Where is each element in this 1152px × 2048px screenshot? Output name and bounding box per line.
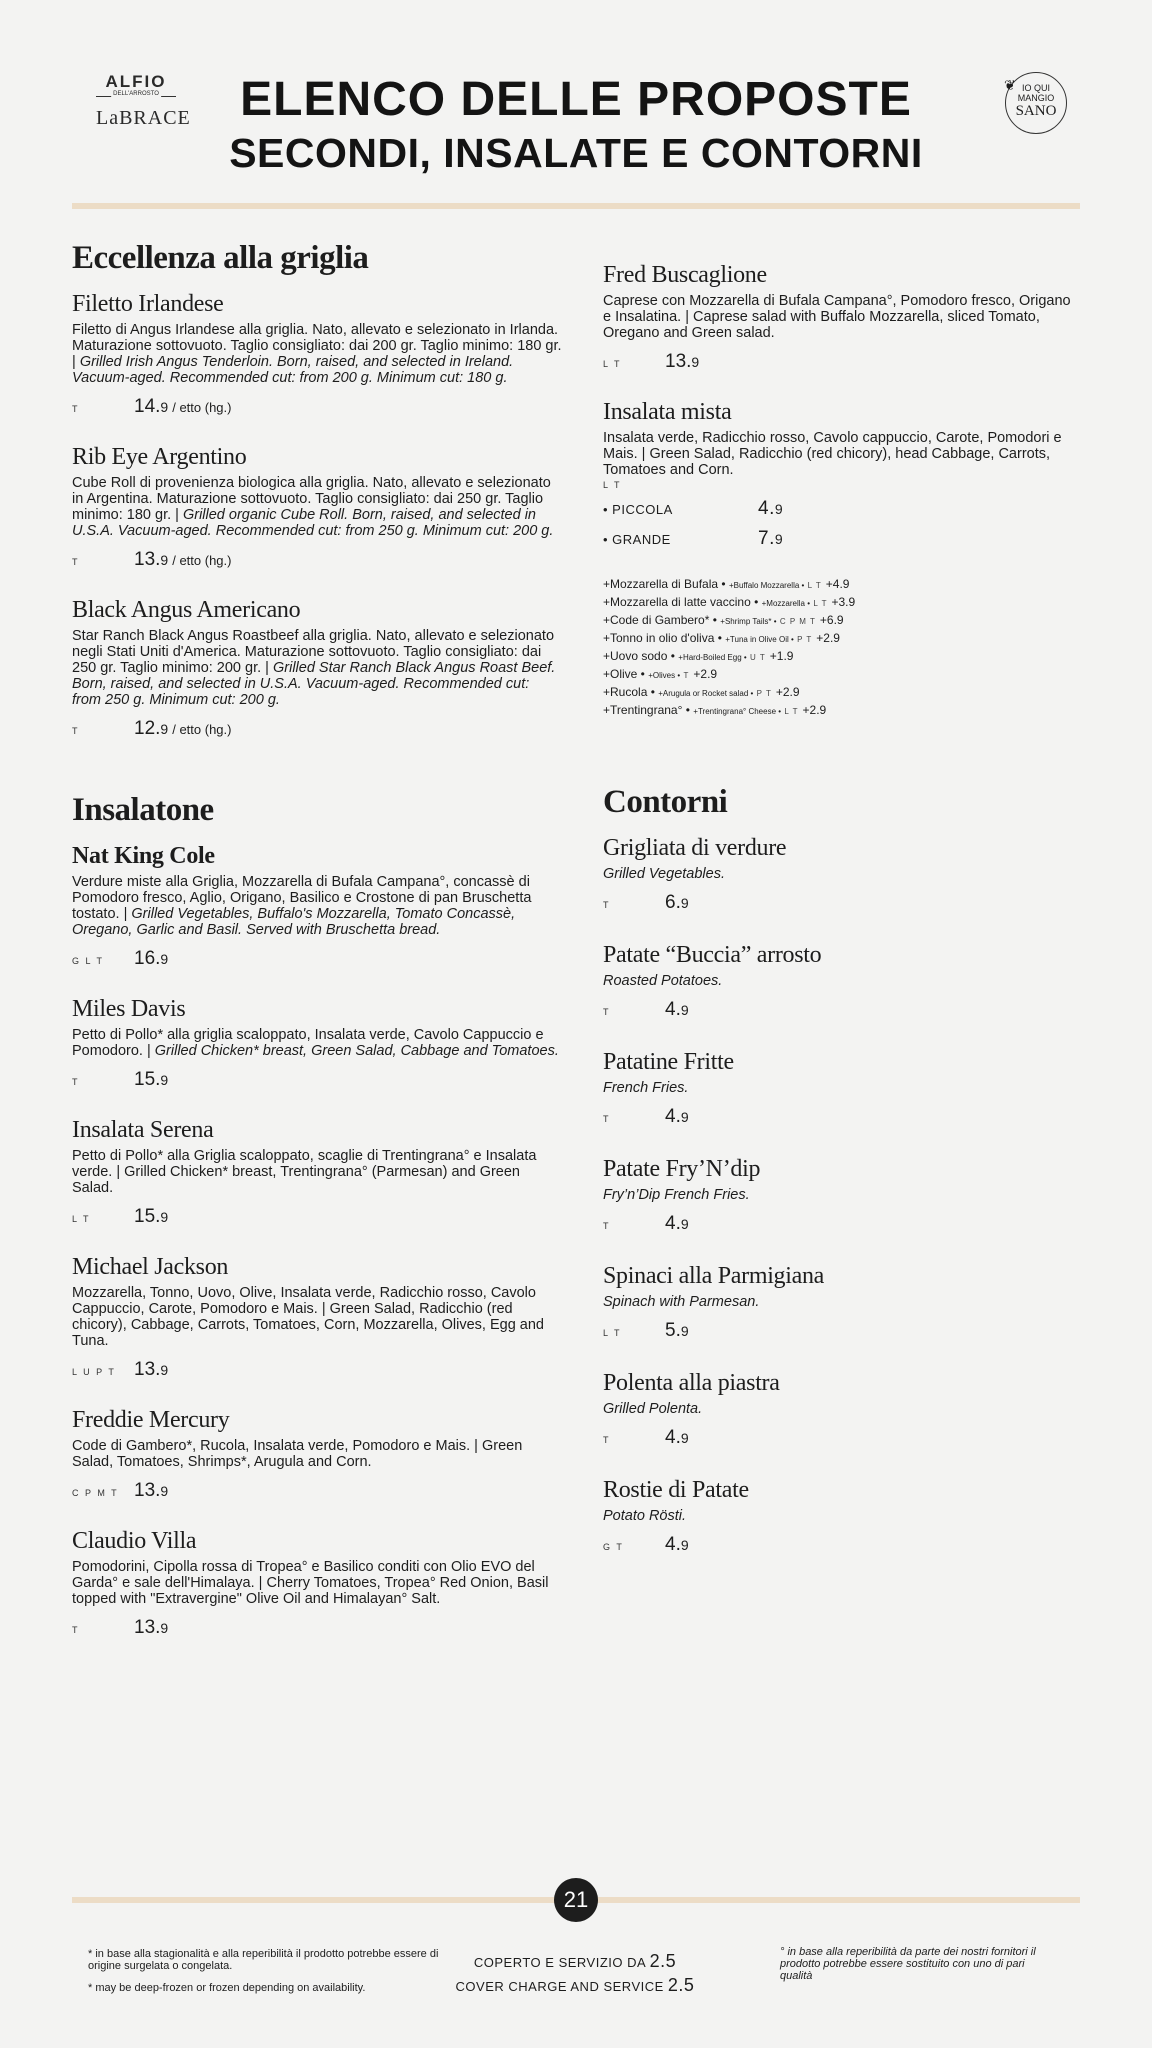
price-decimal: 9 [160, 721, 169, 737]
price-unit: / etto (hg.) [172, 553, 232, 568]
price-integer: 16. [134, 948, 161, 969]
price-decimal: 9 [160, 552, 169, 568]
size-option [603, 528, 1073, 550]
description-en: Grilled Irish Angus Tenderloin. Born, raised, and selected in Ireland. Vacuum-aged. Recommended cut: from 200 g. Minimum cut: 180 g. [72, 354, 514, 386]
section-0 [72, 240, 562, 740]
price-decimal: 9 [680, 1002, 689, 1018]
extra-item [603, 648, 1073, 666]
allergen-codes: G T [603, 1542, 624, 1552]
extra-name-en: +Shrimp Tails* • [720, 617, 777, 626]
extra-name-en: +Mozzarella • [761, 599, 810, 608]
item-price [665, 999, 689, 1021]
side-dish-name: Grigliata di verdure [603, 835, 787, 861]
section-title: Insalatone [72, 792, 214, 828]
side-dish-description: Roasted Potatoes. [603, 973, 723, 989]
extra-name-it: +Tonno in olio d'oliva • [603, 631, 722, 645]
price-line [603, 1534, 1073, 1556]
price-line [72, 948, 562, 970]
price-integer: 4. [665, 1213, 681, 1234]
item-price [134, 396, 231, 418]
size-label: • PICCOLA [603, 502, 673, 517]
price-line [603, 999, 1073, 1021]
price-integer: 14. [134, 396, 161, 417]
extra-name-it: +Olive • [603, 667, 645, 681]
item-price [134, 549, 231, 571]
page-number: 21 [554, 1878, 598, 1922]
side-dish-description: Spinach with Parmesan. [603, 1294, 760, 1310]
price-integer: 4. [665, 999, 681, 1020]
allergen-codes: T [603, 900, 611, 910]
right-column [603, 262, 1073, 1584]
extra-item [603, 702, 1073, 720]
extra-codes: L T [784, 707, 799, 716]
price-integer: 15. [134, 1069, 161, 1090]
menu-item [603, 399, 1073, 550]
menu-item-description: Caprese con Mozzarella di Bufala Campana°, Pomodoro fresco, Origano e Insalatina. | Caprese salad with Buffalo Mozzarella, sliced Tomato, Oregano and Green salad. [603, 293, 1071, 341]
price-decimal: 9 [680, 1109, 689, 1125]
leaf-icon: ❦ [1004, 77, 1016, 93]
price-line [72, 1617, 562, 1639]
side-dish-description: Fry’n’Dip French Fries. [603, 1187, 750, 1203]
allergen-codes: T [603, 1435, 611, 1445]
price-line [72, 1069, 562, 1091]
extra-name-en: +Hard-Boiled Egg • [678, 653, 747, 662]
side-dish-name: Patatine Fritte [603, 1049, 734, 1075]
side-dish-item [603, 835, 1073, 914]
price-decimal: 9 [160, 1620, 169, 1636]
size-price [758, 498, 783, 520]
price-line [603, 1213, 1073, 1235]
price-integer: 4. [665, 1106, 681, 1127]
price-decimal: 9 [160, 1362, 169, 1378]
healthy-badge-logo [1005, 72, 1067, 134]
extra-name-it: +Mozzarella di latte vaccino • [603, 595, 759, 609]
description-it: Petto di Pollo* alla griglia scaloppato, Insalata verde, Cavolo Cappuccio e Pomodoro. | [72, 1027, 544, 1059]
side-dish-description: French Fries. [603, 1080, 689, 1096]
side-dish-item [603, 1156, 1073, 1235]
extra-item [603, 576, 1073, 594]
extra-name-it: +Rucola • [603, 685, 655, 699]
extra-codes: L T [807, 581, 822, 590]
badge-line-1: IO QUI [1021, 83, 1050, 93]
side-dish-item [603, 942, 1073, 1021]
allergen-codes: T [603, 1007, 611, 1017]
extra-item [603, 666, 1073, 684]
menu-item [72, 291, 562, 418]
allergen-codes: L T [603, 359, 622, 369]
item-price [134, 1069, 168, 1091]
item-price [134, 1480, 168, 1502]
side-dish-description: Grilled Polenta. [603, 1401, 703, 1417]
frozen-note-en: * may be deep-frozen or frozen depending on availability. [88, 1982, 366, 1994]
section-title: Eccellenza alla griglia [72, 240, 369, 276]
item-price [134, 948, 168, 970]
description-it: Mozzarella, Tonno, Uovo, Olive, Insalata verde, Radicchio rosso, Cavolo Cappuccio, Carote, Pomodoro e Mais. | Green Salad, Radicchio (red chicory), Cabbage, Carrots, Tomatoes, Corn, Mozzarella, Olives, Egg and Tuna. [72, 1285, 544, 1349]
badge-line-2: MANGIO [1017, 93, 1055, 103]
menu-item-name: Filetto Irlandese [72, 291, 224, 317]
menu-item [72, 843, 562, 970]
allergen-codes: T [603, 1221, 611, 1231]
item-price [134, 718, 231, 740]
menu-item [72, 1528, 562, 1639]
description-en: Grilled Star Ranch Black Angus Roast Beef. Born, raised, and selected in U.S.A. Vacuum-aged. Recommended cut: from 250 g. Minimum cut: 200 g. [72, 660, 556, 708]
cover-charge-it: COPERTO E SERVIZIO DA [473, 1955, 646, 1970]
item-price [134, 1359, 168, 1381]
description-it: Cube Roll di provenienza biologica alla griglia. Nato, allevato e selezionato in Argentina. Maturazione sottovuoto. Taglio consigliato: dai 250 gr. Taglio minimo: 180 gr. | [72, 475, 551, 523]
menu-item-name: Black Angus Americano [72, 597, 301, 623]
menu-item-name: Miles Davis [72, 996, 186, 1022]
price-line [72, 1206, 562, 1228]
price-decimal: 9 [680, 1216, 689, 1232]
logo-small-text: DELL'ARROSTO [113, 91, 159, 97]
description-en: Grilled Vegetables, Buffalo's Mozzarella, Tomato Concassè, Oregano, Garlic and Basil. Served with Bruschetta bread. [72, 906, 516, 938]
cover-charge [440, 1950, 710, 1998]
price-decimal: 9 [160, 399, 169, 415]
extras-list [603, 576, 1073, 720]
price-decimal: 9 [680, 1430, 689, 1446]
menu-item-description [72, 1559, 562, 1607]
description-it: Star Ranch Black Angus Roastbeef alla griglia. Nato, allevato e selezionato negli Stati Uniti d'America. Maturazione sottovuoto. Taglio consigliato: dai 250 gr. Taglio minimo: 200 gr. | [72, 628, 555, 676]
extra-name-en: +Buffalo Mozzarella • [728, 581, 805, 590]
menu-item-name: Michael Jackson [72, 1254, 229, 1280]
side-dish-description: Grilled Vegetables. [603, 866, 725, 882]
price-integer: 15. [134, 1206, 161, 1227]
extra-name-it: +Trentingrana° • [603, 703, 690, 717]
description-it: Petto di Pollo* alla Griglia scaloppato, scaglie di Trentingrana° e Insalata verde. | Grilled Chicken* breast, Trentingrana° (Parmesan) and Green Salad. [72, 1148, 537, 1196]
menu-item-description [72, 1148, 562, 1196]
side-dish-item [603, 1263, 1073, 1342]
item-price [665, 351, 699, 373]
page-subtitle: SECONDI, INSALATE E CONTORNI [229, 130, 923, 176]
extra-codes: P T [797, 635, 813, 644]
allergen-codes: T [72, 1077, 80, 1087]
price-integer: 12. [134, 718, 161, 739]
logo-line-1: ALFIO [105, 72, 167, 91]
extra-name-en: +Arugula or Rocket salad • [658, 689, 754, 698]
price-line [72, 1359, 562, 1381]
page-title: ELENCO DELLE PROPOSTE [240, 73, 912, 126]
menu-item [72, 996, 562, 1091]
extra-name-it: +Code di Gambero* • [603, 613, 717, 627]
extra-codes: U T [750, 653, 766, 662]
description-it: Pomodorini, Cipolla rossa di Tropea° e Basilico conditi con Olio EVO del Garda° e sale dell'Himalaya. | Cherry Tomatoes, Tropea° Red Onion, Basil topped with "Extravergine" Olive Oil and Himalayan° Salt. [72, 1559, 549, 1607]
substitution-note: ° in base alla reperibilità da parte dei nostri fornitori il prodotto potrebbe essere sostituito con uno di pari qualità [780, 1946, 1036, 1982]
extra-item [603, 612, 1073, 630]
extra-codes: P T [756, 689, 772, 698]
price-integer: 6. [665, 892, 681, 913]
price-integer: 5. [665, 1320, 681, 1341]
item-price [134, 1206, 168, 1228]
menu-item [72, 444, 562, 571]
price-decimal: 9 [160, 1483, 169, 1499]
menu-item-name: Fred Buscaglione [603, 262, 767, 288]
menu-item-description [72, 322, 562, 386]
logo-divider [96, 91, 176, 105]
menu-item-description [72, 1438, 562, 1470]
extra-item [603, 684, 1073, 702]
description-it: Code di Gambero*, Rucola, Insalata verde, Pomodoro e Mais. | Green Salad, Tomatoes, Shrimps*, Arugula and Corn. [72, 1438, 523, 1470]
allergen-codes: G L T [72, 956, 105, 966]
side-dish-name: Patate Fry’N’dip [603, 1156, 761, 1182]
allergen-codes: T [72, 557, 80, 567]
side-dish-item [603, 1477, 1073, 1556]
section-title: Contorni [603, 784, 728, 820]
allergen-codes: T [603, 1114, 611, 1124]
extra-codes: T [683, 671, 690, 680]
logo-line-2: LaBRACE [96, 107, 191, 129]
extra-name-en: +Trentingrana° Cheese • [693, 707, 782, 716]
allergen-codes: T [72, 404, 80, 414]
menu-item-description: Insalata verde, Radicchio rosso, Cavolo cappuccio, Carote, Pomodori e Mais. | Green Salad, Radicchio (red chicory), head Cabbage, Carrots, Tomatoes and Corn. [603, 430, 1062, 478]
side-dish-item [603, 1049, 1073, 1128]
price-decimal: 9 [774, 531, 784, 547]
price-decimal: 9 [774, 501, 784, 517]
extra-price: +4.9 [825, 577, 850, 591]
extra-codes: L T [813, 599, 828, 608]
menu-item-name: Rib Eye Argentino [72, 444, 247, 470]
price-integer: 7. [758, 528, 775, 549]
size-label: • GRANDE [603, 532, 671, 547]
price-decimal: 9 [691, 354, 700, 370]
price-line [603, 1320, 1073, 1342]
header-divider [72, 203, 1080, 209]
description-en: Grilled organic Cube Roll. Born, raised, and selected in U.S.A. Vacuum-aged. Recommended cut: from 250 g. Minimum cut: 200 g. [72, 507, 554, 539]
price-decimal: 9 [160, 1209, 169, 1225]
extra-price: +2.9 [802, 703, 827, 717]
menu-item-name: Insalata mista [603, 399, 732, 425]
menu-item-name: Nat King Cole [72, 843, 215, 869]
menu-item [603, 262, 1073, 373]
menu-item-description [72, 1285, 562, 1349]
extra-name-en: +Olives • [648, 671, 681, 680]
item-price [134, 1617, 168, 1639]
menu-item-description [72, 628, 562, 708]
item-price [665, 1320, 689, 1342]
price-integer: 13. [134, 1359, 161, 1380]
frozen-note [88, 1948, 448, 2004]
item-price [665, 1213, 689, 1235]
badge-line-3: SANO [1015, 103, 1057, 119]
extra-item [603, 630, 1073, 648]
price-integer: 13. [665, 351, 692, 372]
menu-item [72, 1254, 562, 1381]
allergen-codes: L T [603, 480, 622, 490]
price-integer: 13. [134, 1617, 161, 1638]
item-price [665, 1427, 689, 1449]
price-unit: / etto (hg.) [172, 400, 232, 415]
menu-item [72, 597, 562, 740]
price-integer: 4. [665, 1427, 681, 1448]
menu-item-description [72, 1027, 562, 1059]
side-dish-name: Rostie di Patate [603, 1477, 749, 1503]
allergen-codes: T [72, 1625, 80, 1635]
menu-item-name: Freddie Mercury [72, 1407, 230, 1433]
extra-name-it: +Mozzarella di Bufala • [603, 577, 726, 591]
extra-name-en: +Tuna in Olive Oil • [725, 635, 794, 644]
side-dish-item [603, 1370, 1073, 1449]
side-dish-description: Potato Rösti. [603, 1508, 687, 1524]
menu-item-description [72, 475, 562, 539]
extra-name-it: +Uovo sodo • [603, 649, 675, 663]
allergen-codes: L T [72, 1214, 91, 1224]
description-it: Filetto di Angus Irlandese alla griglia. Nato, allevato e selezionato in Irlanda. Maturazione sottovuoto. Taglio consigliato: dai 200 gr. Taglio minimo: 180 gr. | [72, 322, 562, 370]
extra-price: +3.9 [831, 595, 856, 609]
price-line [603, 1106, 1073, 1128]
left-column [72, 240, 562, 1665]
extra-codes: C P M T [779, 617, 816, 626]
price-decimal: 9 [160, 1072, 169, 1088]
price-decimal: 9 [680, 1537, 689, 1553]
menu-item [72, 1407, 562, 1502]
menu-item-name: Insalata Serena [72, 1117, 214, 1143]
section-1 [72, 792, 562, 1639]
extra-price: +2.9 [816, 631, 840, 645]
cover-charge-en-price: 2.5 [667, 1975, 695, 1995]
allergen-codes: L T [603, 1328, 622, 1338]
price-line [603, 892, 1073, 914]
frozen-note-it: * in base alla stagionalità e alla reperibilità il prodotto potrebbe essere di origine surgelata o congelata. [88, 1948, 439, 1972]
price-line [603, 1427, 1073, 1449]
price-line [72, 1480, 562, 1502]
allergen-codes: C P M T [72, 1488, 119, 1498]
restaurant-logo [96, 72, 191, 130]
menu-item [72, 1117, 562, 1228]
price-integer: 4. [665, 1534, 681, 1555]
description-en: Grilled Chicken* breast, Green Salad, Cabbage and Tomatoes. [154, 1043, 559, 1059]
extra-price: +2.9 [693, 667, 718, 681]
side-dish-name: Polenta alla piastra [603, 1370, 780, 1396]
side-dish-name: Spinaci alla Parmigiana [603, 1263, 825, 1289]
section-contorni [603, 784, 1073, 1556]
allergen-codes: L U P T [72, 1367, 116, 1377]
allergen-codes: T [72, 726, 80, 736]
extra-item [603, 594, 1073, 612]
menu-item-name: Claudio Villa [72, 1528, 197, 1554]
price-decimal: 9 [160, 951, 169, 967]
price-line [72, 396, 562, 418]
price-integer: 13. [134, 1480, 161, 1501]
extra-price: +6.9 [819, 613, 844, 627]
size-option [603, 498, 1073, 520]
size-price [758, 528, 783, 550]
price-unit: / etto (hg.) [172, 722, 232, 737]
extra-price: +2.9 [775, 685, 800, 699]
price-decimal: 9 [680, 895, 689, 911]
description-it: Verdure miste alla Griglia, Mozzarella di Bufala Campana°, concassè di Pomodoro fresco, Aglio, Origano, Basilico e Crostone di pan Bruschetta tostato. | [72, 874, 532, 922]
cover-charge-en: COVER CHARGE AND SERVICE [455, 1979, 664, 1994]
menu-item-description [72, 874, 562, 938]
price-line [603, 351, 1073, 373]
price-integer: 13. [134, 549, 161, 570]
item-price [665, 1106, 689, 1128]
side-dish-name: Patate “Buccia” arrosto [603, 942, 822, 968]
cover-charge-it-price: 2.5 [649, 1951, 677, 1971]
item-price [665, 892, 689, 914]
price-line [72, 718, 562, 740]
extra-price: +1.9 [769, 649, 794, 663]
price-decimal: 9 [680, 1323, 689, 1339]
price-line [72, 549, 562, 571]
item-price [665, 1534, 689, 1556]
price-integer: 4. [758, 498, 775, 519]
